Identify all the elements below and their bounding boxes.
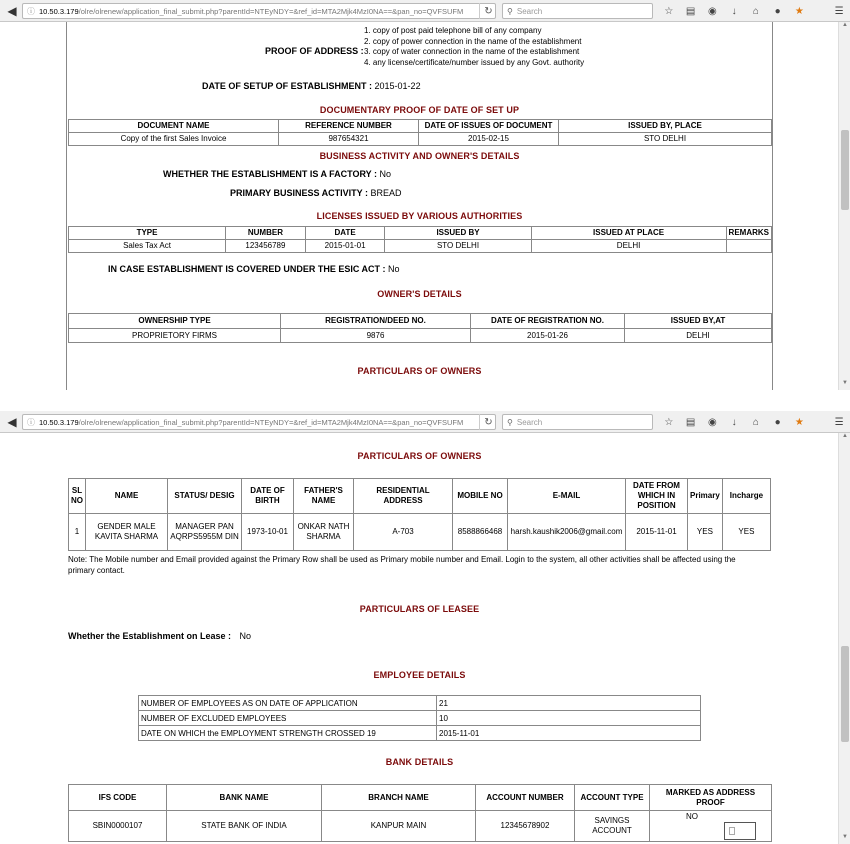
lease-value: No xyxy=(239,631,252,641)
download-icon[interactable]: ↓ xyxy=(731,416,737,428)
table-row xyxy=(69,514,771,551)
date-setup-value: 2015-01-22 xyxy=(374,81,421,91)
table-header-row xyxy=(69,314,772,329)
table-header: Primary xyxy=(688,479,723,514)
back-button[interactable]: ◀ xyxy=(7,415,17,429)
table-cell: 1 xyxy=(69,514,86,551)
table-cell: YES xyxy=(722,514,770,551)
particulars-heading: PARTICULARS OF OWNERS xyxy=(357,451,482,461)
employee-label: DATE ON WHICH the EMPLOYMENT STRENGTH CROSSED 19 xyxy=(139,726,437,741)
page-content-top xyxy=(0,22,838,390)
search-placeholder: Search xyxy=(516,417,543,427)
table-header: TYPE xyxy=(69,227,226,240)
table-header: ISSUED BY xyxy=(385,227,531,240)
table-cell: STO DELHI xyxy=(385,240,531,253)
employee-label: NUMBER OF EMPLOYEES AS ON DATE OF APPLICATION xyxy=(139,696,437,711)
table-header: MARKED AS ADDRESS PROOF xyxy=(650,785,772,811)
document-preview-icon[interactable] xyxy=(724,822,756,840)
date-setup-label: DATE OF SETUP OF ESTABLISHMENT : xyxy=(202,81,373,91)
table-header: STATUS/ DESIG xyxy=(168,479,242,514)
proof-item: 4. any license/certificate/number issued by any Govt. authority xyxy=(364,57,585,67)
proof-item: 3. copy of water connection in the name of the establishment xyxy=(364,47,580,56)
url-path: /olre/olrenew/application_final_submit.php?parentId=NTEyNDY=&ref_id=MTA2Mjk4MzI0NA==&pan_no=QVFSUFM xyxy=(78,6,464,16)
table-cell: 1973-10-01 xyxy=(242,514,294,551)
table-cell: 2015-01-26 xyxy=(471,329,625,343)
table-cell: PROPRIETORY FIRMS xyxy=(69,329,281,343)
table-cell: 8588866468 xyxy=(453,514,508,551)
extension-icon[interactable]: ★ xyxy=(794,5,804,17)
scroll-down-icon[interactable]: ▼ xyxy=(842,834,848,840)
business-heading: BUSINESS ACTIVITY AND OWNER'S DETAILS xyxy=(319,151,520,161)
licenses-table xyxy=(68,226,772,253)
table-header: DATE OF BIRTH xyxy=(242,479,294,514)
owners-table xyxy=(68,313,772,343)
search-icon: ⚲ xyxy=(507,6,513,16)
pocket-icon[interactable]: ◉ xyxy=(708,416,717,428)
table-cell: STATE BANK OF INDIA xyxy=(167,811,322,842)
address-bar[interactable] xyxy=(22,3,496,19)
factory-value: No xyxy=(379,169,392,179)
table-header: DATE xyxy=(305,227,385,240)
table-cell: KANPUR MAIN xyxy=(322,811,476,842)
browser-toolbar xyxy=(0,411,850,433)
table-header-row xyxy=(69,120,772,133)
table-cell: 987654321 xyxy=(279,133,419,146)
url-host: 10.50.3.179 xyxy=(39,417,79,427)
address-bar[interactable] xyxy=(22,414,496,430)
browser-window-top xyxy=(0,0,850,390)
table-header-row xyxy=(69,479,771,514)
url-host: 10.50.3.179 xyxy=(39,6,79,16)
table-header: BANK NAME xyxy=(167,785,322,811)
table-header-row xyxy=(69,227,772,240)
doc-proof-heading: DOCUMENTARY PROOF OF DATE OF SET UP xyxy=(319,105,520,115)
table-header: REFERENCE NUMBER xyxy=(279,120,419,133)
search-input[interactable] xyxy=(502,3,653,19)
toolbar-icons xyxy=(658,414,850,430)
table-row xyxy=(139,711,701,726)
browser-toolbar xyxy=(0,0,850,22)
table-header: DATE OF REGISTRATION NO. xyxy=(471,314,625,329)
particulars-table xyxy=(68,478,771,551)
address-proof-value: NO xyxy=(686,812,698,821)
reading-list-icon[interactable]: ▤ xyxy=(685,416,696,428)
table-header: ACCOUNT NUMBER xyxy=(476,785,575,811)
table-cell: DELHI xyxy=(531,240,726,253)
employee-heading: EMPLOYEE DETAILS xyxy=(373,670,466,680)
download-icon[interactable]: ↓ xyxy=(731,5,737,17)
bookmark-star-icon[interactable]: ☆ xyxy=(664,416,674,428)
table-cell: 2015-02-15 xyxy=(419,133,559,146)
employee-value: 10 xyxy=(437,711,701,726)
table-cell: YES xyxy=(688,514,723,551)
back-button[interactable]: ◀ xyxy=(7,4,17,18)
table-cell: harsh.kaushik2006@gmail.com xyxy=(508,514,626,551)
info-icon: ⓘ xyxy=(27,6,35,16)
table-cell: 123456789 xyxy=(226,240,306,253)
employee-value: 2015-11-01 xyxy=(437,726,701,741)
scrollbar[interactable] xyxy=(838,433,850,844)
table-header: BRANCH NAME xyxy=(322,785,476,811)
table-row xyxy=(69,811,772,842)
esic-row xyxy=(108,264,400,274)
table-cell: 9876 xyxy=(281,329,471,343)
table-header: DATE FROM WHICH IN POSITION xyxy=(626,479,688,514)
table-header: Incharge xyxy=(722,479,770,514)
table-row xyxy=(139,726,701,741)
table-header: OWNERSHIP TYPE xyxy=(69,314,281,329)
table-header: FATHER'S NAME xyxy=(294,479,354,514)
extension-icon[interactable]: ★ xyxy=(794,416,804,428)
proof-item: 2. copy of power connection in the name of the establishment xyxy=(364,36,582,46)
table-row xyxy=(69,240,772,253)
table-cell: ONKAR NATH SHARMA xyxy=(294,514,354,551)
table-cell: A-703 xyxy=(354,514,453,551)
reload-icon[interactable]: ↻ xyxy=(479,3,497,19)
table-header: NAME xyxy=(86,479,168,514)
table-cell: MANAGER PAN AQRPS5955M DIN xyxy=(168,514,242,551)
pocket-icon[interactable]: ◉ xyxy=(708,5,717,17)
search-icon: ⚲ xyxy=(507,417,513,427)
scroll-up-icon[interactable]: ▲ xyxy=(842,22,848,28)
doc-proof-table xyxy=(68,119,772,146)
table-header: RESIDENTIAL ADDRESS xyxy=(354,479,453,514)
table-cell xyxy=(726,240,771,253)
table-header: IFS CODE xyxy=(69,785,167,811)
employee-table xyxy=(138,695,701,741)
table-cell: SAVINGS ACCOUNT xyxy=(575,811,650,842)
menu-icon[interactable]: ☰ xyxy=(834,416,844,428)
scrollbar-thumb[interactable] xyxy=(841,130,849,210)
proof-item: 1. copy of post paid telephone bill of any company xyxy=(364,26,542,35)
table-header: ISSUED BY, PLACE xyxy=(559,120,772,133)
table-header: ACCOUNT TYPE xyxy=(575,785,650,811)
esic-value: No xyxy=(388,264,400,274)
particulars-heading: PARTICULARS OF OWNERS xyxy=(357,366,482,376)
table-header: MOBILE NO xyxy=(453,479,508,514)
window-separator xyxy=(0,390,850,411)
toolbar-icons xyxy=(658,3,850,19)
lease-row xyxy=(68,631,251,641)
primary-contact-note: Note: The Mobile number and Email provided against the Primary Row shall be used as Primary mobile number and Email. Login to the system, all other activities shall be affected using the primary contact. xyxy=(68,555,736,575)
primary-activity-value: BREAD xyxy=(370,188,402,198)
date-setup-row xyxy=(202,81,421,91)
table-row xyxy=(69,329,772,343)
home-icon[interactable]: ⌂ xyxy=(752,416,759,428)
bookmark-star-icon[interactable]: ☆ xyxy=(664,5,674,17)
owners-heading: OWNER'S DETAILS xyxy=(377,289,462,299)
leasee-heading: PARTICULARS OF LEASEE xyxy=(359,604,480,614)
factory-row xyxy=(163,169,391,179)
table-cell: Copy of the first Sales Invoice xyxy=(69,133,279,146)
table-cell: Sales Tax Act xyxy=(69,240,226,253)
scroll-down-icon[interactable]: ▼ xyxy=(842,380,848,386)
table-row xyxy=(139,696,701,711)
page-content-bottom xyxy=(0,433,838,844)
url-path: /olre/olrenew/application_final_submit.php?parentId=NTEyNDY=&ref_id=MTA2Mjk4MzI0NA==&pan_no=QVFSUFM xyxy=(78,417,464,427)
table-header: ISSUED AT PLACE xyxy=(531,227,726,240)
proof-of-address-label: PROOF OF ADDRESS : xyxy=(265,46,364,56)
lease-label: Whether the Establishment on Lease : xyxy=(68,631,232,641)
table-header: SL NO xyxy=(69,479,86,514)
home-icon[interactable]: ⌂ xyxy=(752,5,759,17)
table-cell: 12345678902 xyxy=(476,811,575,842)
table-cell: GENDER MALE KAVITA SHARMA xyxy=(86,514,168,551)
table-header: REGISTRATION/DEED NO. xyxy=(281,314,471,329)
scrollbar[interactable] xyxy=(838,22,850,390)
table-header: DATE OF ISSUES OF DOCUMENT xyxy=(419,120,559,133)
info-icon: ⓘ xyxy=(27,417,35,427)
scroll-up-icon[interactable]: ▲ xyxy=(842,433,848,439)
table-header-row xyxy=(69,785,772,811)
table-cell: 2015-11-01 xyxy=(626,514,688,551)
factory-label: WHETHER THE ESTABLISHMENT IS A FACTORY : xyxy=(163,169,378,179)
table-cell: DELHI xyxy=(625,329,772,343)
esic-label: IN CASE ESTABLISHMENT IS COVERED UNDER THE ESIC ACT : xyxy=(108,264,386,274)
table-header: E-MAIL xyxy=(508,479,626,514)
browser-window-bottom xyxy=(0,411,850,844)
employee-value: 21 xyxy=(437,696,701,711)
address-proof-cell xyxy=(650,811,772,842)
table-cell: 2015-01-01 xyxy=(305,240,385,253)
employee-label: NUMBER OF EXCLUDED EMPLOYEES xyxy=(139,711,437,726)
chat-icon[interactable]: ● xyxy=(774,416,781,428)
proof-of-address-list xyxy=(364,26,584,68)
table-cell: STO DELHI xyxy=(559,133,772,146)
bank-table xyxy=(68,784,772,842)
reading-list-icon[interactable]: ▤ xyxy=(685,5,696,17)
search-placeholder: Search xyxy=(516,6,543,16)
primary-activity-label: PRIMARY BUSINESS ACTIVITY : xyxy=(230,188,369,198)
table-header: DOCUMENT NAME xyxy=(69,120,279,133)
menu-icon[interactable]: ☰ xyxy=(834,5,844,17)
licenses-heading: LICENSES ISSUED BY VARIOUS AUTHORITIES xyxy=(316,211,523,221)
bank-heading: BANK DETAILS xyxy=(385,757,454,767)
table-header: ISSUED BY,AT xyxy=(625,314,772,329)
chat-icon[interactable]: ● xyxy=(774,5,781,17)
table-row xyxy=(69,133,772,146)
primary-activity-row xyxy=(230,188,402,198)
table-cell: SBIN0000107 xyxy=(69,811,167,842)
table-header: NUMBER xyxy=(226,227,306,240)
reload-icon[interactable]: ↻ xyxy=(479,414,497,430)
scrollbar-thumb[interactable] xyxy=(841,646,849,742)
search-input[interactable] xyxy=(502,414,653,430)
table-header: REMARKS xyxy=(726,227,771,240)
